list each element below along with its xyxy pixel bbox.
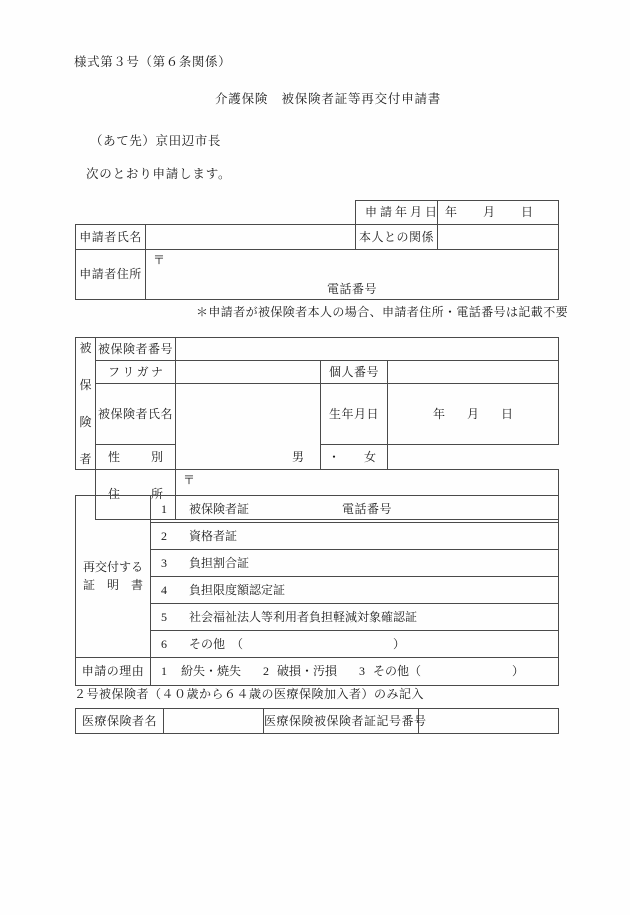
medical-cert-number-input[interactable]	[419, 709, 559, 734]
spacer-cell	[146, 201, 356, 225]
certificate-option-1[interactable]: 1 被保険者証	[151, 496, 559, 523]
certificate-option-5[interactable]: 5 社会福祉法人等利用者負担軽減対象確認証	[151, 604, 559, 631]
gender-label: 性 別	[96, 445, 176, 470]
reason-other-input[interactable]	[429, 664, 504, 679]
birth-month-label: 月	[467, 406, 480, 421]
insured-table	[75, 337, 559, 520]
insured-phone-label: 電話番号	[342, 502, 393, 516]
gender-options[interactable]	[291, 445, 388, 470]
day-label: 日	[521, 205, 534, 219]
applicant-table	[75, 200, 559, 300]
reason-option-2-num: 2	[263, 664, 270, 678]
furigana-input[interactable]	[176, 361, 321, 384]
table-row	[76, 496, 559, 523]
applicant-address-label: 申請者住所	[76, 250, 146, 300]
reason-options[interactable]: 1 紛失・焼失 2 破損・汚損 3 その他（ ）	[151, 658, 559, 686]
insured-vertical-label: 被 保 険 者	[76, 338, 96, 470]
applicant-note: ＊申請者が被保険者本人の場合、申請者住所・電話番号は記載不要	[196, 305, 569, 319]
postal-mark-icon: 〒	[153, 253, 166, 267]
month-label: 月	[482, 205, 495, 219]
certificate-other-input[interactable]	[243, 637, 393, 652]
certificate-row-label: 再交付する 証 明 書	[76, 496, 151, 658]
reason-label: 申請の理由	[76, 658, 151, 686]
year-label: 年	[444, 205, 457, 219]
my-number-input[interactable]	[388, 361, 559, 384]
certificate-option-2[interactable]: 2 資格者証	[151, 523, 559, 550]
medical-insurance-table	[75, 708, 559, 734]
reason-option-2[interactable]: 破損・汚損	[277, 664, 338, 678]
certificate-table	[75, 495, 559, 686]
medical-cert-number-label: 医療保険被保険者証記号番号	[264, 709, 419, 734]
insured-number-input[interactable]	[176, 338, 559, 361]
my-number-label: 個人番号	[321, 361, 388, 384]
table-row	[76, 250, 559, 300]
insured-number-label: 被保険者番号	[96, 338, 176, 361]
spacer-cell	[76, 201, 146, 225]
applicant-name-input[interactable]	[146, 225, 356, 250]
table-row	[76, 338, 559, 361]
birth-day-label: 日	[501, 406, 514, 421]
gender-male-option[interactable]: 男	[291, 449, 304, 464]
second-insured-note: ２号被保険者（４０歳から６４歳の医療保険加入者）のみ記入	[74, 687, 425, 701]
reason-option-3[interactable]: その他（	[373, 664, 422, 678]
postal-mark-icon: 〒	[183, 473, 196, 487]
birth-date-input[interactable]	[388, 384, 559, 445]
gender-female-option[interactable]: 女	[364, 449, 377, 464]
insured-address-label: 住 所	[96, 470, 176, 520]
table-row	[76, 201, 559, 225]
certificate-option-3[interactable]: 3 負担割合証	[151, 550, 559, 577]
applicant-name-label: 申請者氏名	[76, 225, 146, 250]
medical-insurer-name-label: 医療保険者名	[76, 709, 164, 734]
table-row	[76, 658, 559, 686]
applicant-phone-label: 電話番号	[326, 282, 377, 296]
insured-name-label: 被保険者氏名	[96, 384, 176, 445]
furigana-label: フ リ ガ ナ	[96, 361, 176, 384]
birth-year-label: 年	[432, 406, 445, 421]
medical-insurer-name-input[interactable]	[164, 709, 264, 734]
relation-input[interactable]	[438, 225, 559, 250]
form-number: 様式第３号（第６条関係）	[74, 55, 232, 69]
gender-separator: ・	[328, 449, 341, 464]
reason-option-1[interactable]: 紛失・焼失	[181, 664, 242, 678]
reason-option-3-num: 3	[359, 664, 366, 678]
certificate-option-4[interactable]: 4 負担限度額認定証	[151, 577, 559, 604]
application-date-value[interactable]	[438, 201, 559, 225]
page-title: 介護保険 被保険者証等再交付申請書	[215, 92, 442, 106]
relation-label: 本人との関係	[356, 225, 438, 250]
certificate-option-6[interactable]: 6 その他 （ ）	[151, 631, 559, 658]
applicant-address-input[interactable]	[146, 250, 559, 300]
table-row	[76, 709, 559, 734]
intro-line: 次のとおり申請します。	[86, 167, 232, 181]
birth-date-label: 生年月日	[321, 384, 388, 445]
table-row	[76, 361, 559, 384]
table-row	[76, 225, 559, 250]
addressee-line: （あて先）京田辺市長	[90, 134, 222, 148]
reason-option-1-num: 1	[161, 664, 167, 678]
application-date-label: 申 請 年 月 日	[356, 201, 438, 225]
table-row	[76, 384, 559, 445]
